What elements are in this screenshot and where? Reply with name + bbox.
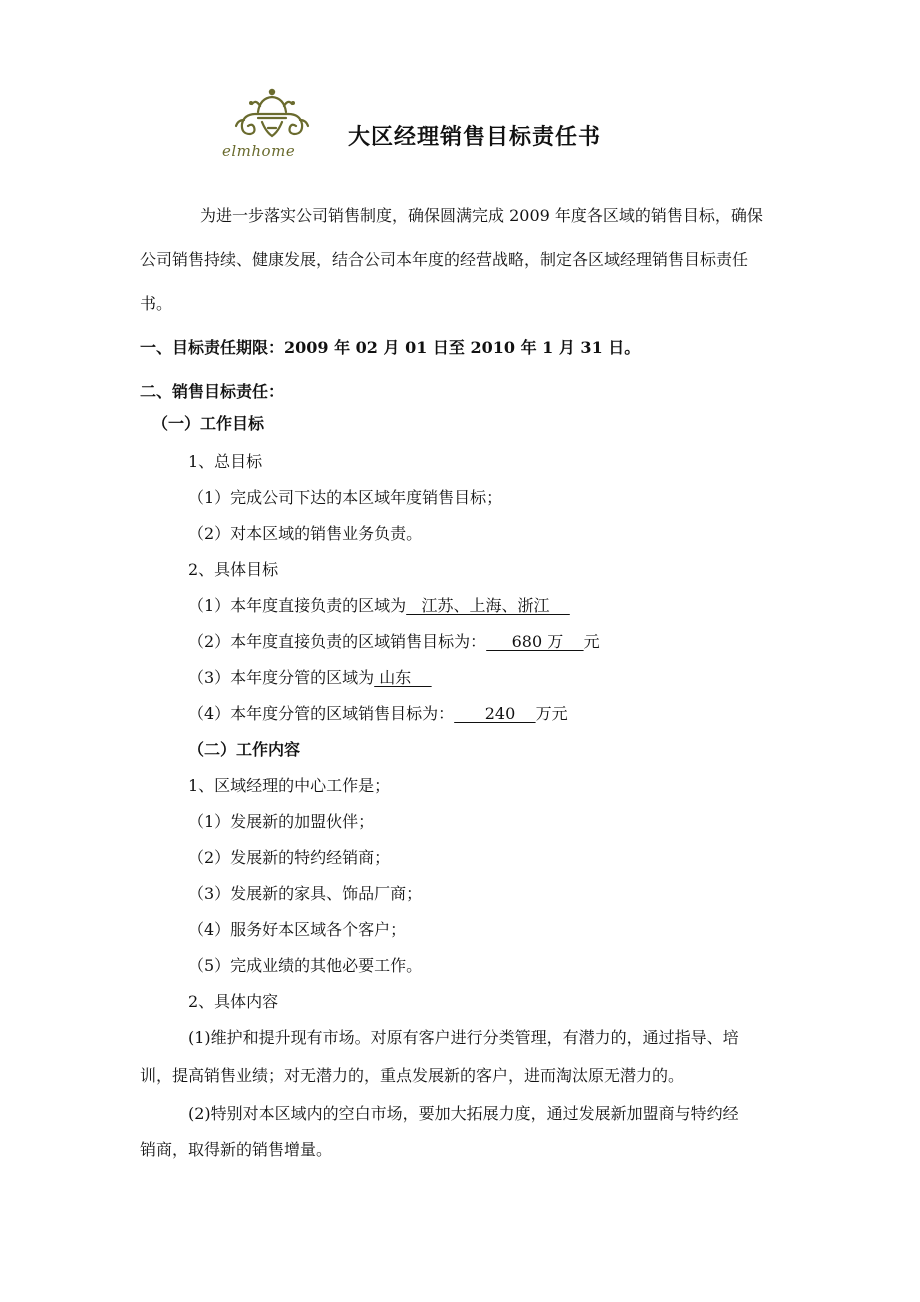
document-title: 大区经理销售目标责任书 bbox=[348, 124, 602, 150]
subsection-work-content: （二）工作内容 bbox=[188, 740, 301, 759]
center-work-item-2: （2）发展新的特约经销商； bbox=[188, 848, 391, 867]
managed-region-value: 山东 bbox=[374, 668, 432, 687]
direct-region-value: 江苏、上海、浙江 bbox=[406, 596, 570, 615]
center-work-item-1: （1）发展新的加盟伙伴； bbox=[188, 812, 375, 831]
specific-goal-item-4-label: （4）本年度分管的区域销售目标为： bbox=[188, 704, 455, 723]
specific-goal-item-2-label: （2）本年度直接负责的区域销售目标为： bbox=[188, 632, 487, 651]
specific-goal-heading: 2、具体目标 bbox=[188, 560, 279, 579]
detail-paragraph-1-line-1: (1)维护和提升现有市场。对原有客户进行分类管理，有潜力的，通过指导、培 bbox=[188, 1028, 739, 1047]
detail-content-heading: 2、具体内容 bbox=[188, 992, 279, 1011]
total-goal-heading: 1、总目标 bbox=[188, 452, 263, 471]
managed-target-unit: 万元 bbox=[535, 704, 568, 723]
direct-target-value: 680 万 bbox=[486, 632, 584, 651]
center-work-item-3: （3）发展新的家具、饰品厂商； bbox=[188, 884, 423, 903]
detail-paragraph-2-line-2: 销商，取得新的销售增量。 bbox=[140, 1140, 333, 1159]
total-goal-item-2: （2）对本区域的销售业务负责。 bbox=[188, 524, 423, 543]
center-work-item-4: （4）服务好本区域各个客户； bbox=[188, 920, 407, 939]
specific-goal-item-1-label: （1）本年度直接负责的区域为 bbox=[188, 596, 407, 615]
subsection-work-goals: （一）工作目标 bbox=[152, 414, 265, 433]
company-logo bbox=[222, 84, 322, 162]
intro-line-2: 公司销售持续、健康发展，结合公司本年度的经营战略，制定各区域经理销售目标责任 bbox=[140, 250, 749, 269]
logo-wordmark: elmhome bbox=[222, 142, 296, 160]
detail-paragraph-2-line-1: (2)特别对本区域内的空白市场，要加大拓展力度，通过发展新加盟商与特约经 bbox=[188, 1104, 739, 1123]
direct-target-unit: 元 bbox=[583, 632, 600, 651]
detail-paragraph-1-line-2: 训，提高销售业绩；对无潜力的，重点发展新的客户，进而淘汰原无潜力的。 bbox=[140, 1066, 685, 1085]
section-term-period: 一、目标责任期限：2009 年 02 月 01 日至 2010 年 1 月 31 日。 bbox=[140, 338, 641, 357]
specific-goal-item-2 bbox=[188, 632, 600, 652]
specific-goal-item-3 bbox=[188, 668, 432, 688]
specific-goal-item-4 bbox=[188, 704, 568, 724]
section-sales-target: 二、销售目标责任： bbox=[140, 382, 285, 401]
specific-goal-item-1 bbox=[188, 596, 570, 616]
center-work-item-5: （5）完成业绩的其他必要工作。 bbox=[188, 956, 423, 975]
specific-goal-item-3-label: （3）本年度分管的区域为 bbox=[188, 668, 375, 687]
total-goal-item-1: （1）完成公司下达的本区域年度销售目标； bbox=[188, 488, 503, 507]
managed-target-value: 240 bbox=[454, 704, 536, 723]
center-work-heading: 1、区域经理的中心工作是； bbox=[188, 776, 391, 795]
intro-line-1: 为进一步落实公司销售制度，确保圆满完成 2009 年度各区域的销售目标，确保 bbox=[200, 206, 763, 225]
intro-line-3: 书。 bbox=[140, 294, 173, 313]
crown-emblem-icon bbox=[222, 84, 322, 144]
